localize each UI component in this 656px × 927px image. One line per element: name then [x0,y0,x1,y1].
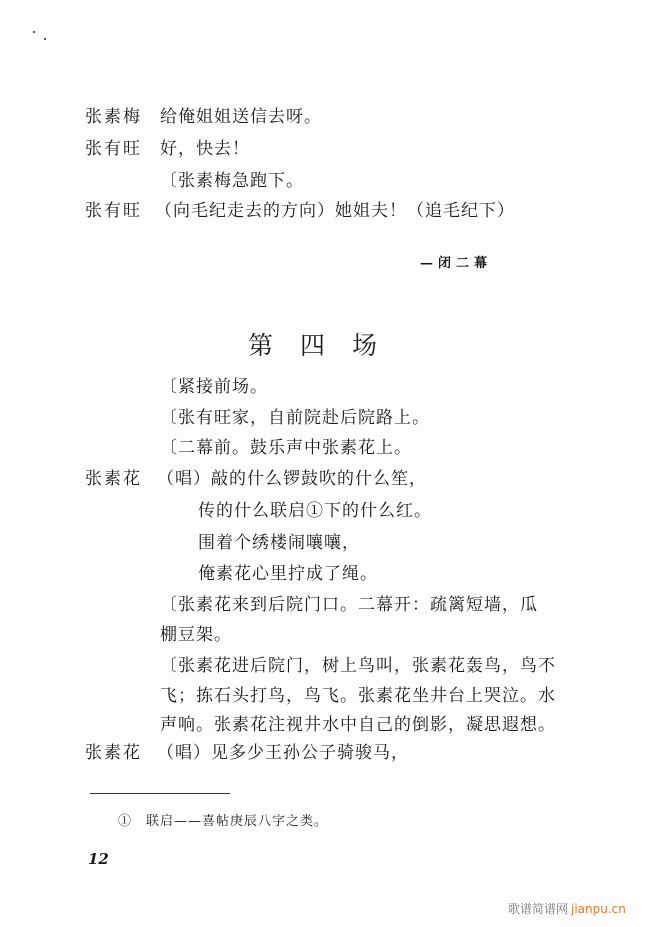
watermark-url: jianpu.cn [571,902,626,916]
speaker-name: 张素梅 [85,107,142,127]
stage-direction: 棚豆架。 [160,625,232,645]
scene-title [248,326,404,362]
stage-direction: 〔紧接前场。 [160,377,268,397]
song-line: （唱）敲的什么锣鼓吹的什么笙， [157,469,427,489]
song-line: （唱）见多少王孙公子骑骏马， [157,743,409,763]
curtain-close-note: —闭二幕 [420,256,493,271]
watermark [508,900,626,917]
speaker-name: 张有旺 [85,139,142,159]
scene-title-char: 四 [300,331,326,360]
stage-direction: 〔张素花进后院门，树上鸟叫，张素花轰鸟，鸟不 [160,656,556,676]
dialogue-line: 给俺姐姐送信去呀。 [160,107,322,127]
watermark-site: 歌谱简谱网 [508,902,569,916]
footnote: ① 联启——喜帖庚辰八字之类。 [118,814,329,829]
scene-title-char: 场 [352,331,378,360]
song-line: 传的什么联启①下的什么红。 [198,501,432,521]
song-line: 围着个绣楼闹嚷嚷， [198,533,360,553]
footnote-divider [90,793,230,794]
stage-direction: 飞；拣石头打鸟，鸟飞。张素花坐井台上哭泣。水 [160,686,556,706]
dialogue-line: （向毛纪走去的方向）她姐夫！（追毛纪下） [155,201,515,221]
dialogue-line: 好，快去！ [160,139,250,159]
song-line: 俺素花心里拧成了绳。 [198,564,378,584]
scan-speck [44,38,46,40]
page-number: 12 [88,850,109,868]
scene-title-char: 第 [248,331,274,360]
stage-direction: 声响。张素花注视井水中自己的倒影，凝思遐想。 [160,715,556,735]
speaker-name: 张素花 [85,743,142,763]
stage-direction: 〔张素花来到后院门口。二幕开：疏篱短墙，瓜 [160,595,538,615]
stage-direction: 〔张素梅急跑下。 [160,171,304,191]
stage-direction: 〔二幕前。鼓乐声中张素花上。 [160,438,412,458]
scan-speck [33,31,35,33]
stage-direction: 〔张有旺家，自前院赴后院路上。 [160,408,430,428]
speaker-name: 张有旺 [85,201,142,221]
speaker-name: 张素花 [85,469,142,489]
